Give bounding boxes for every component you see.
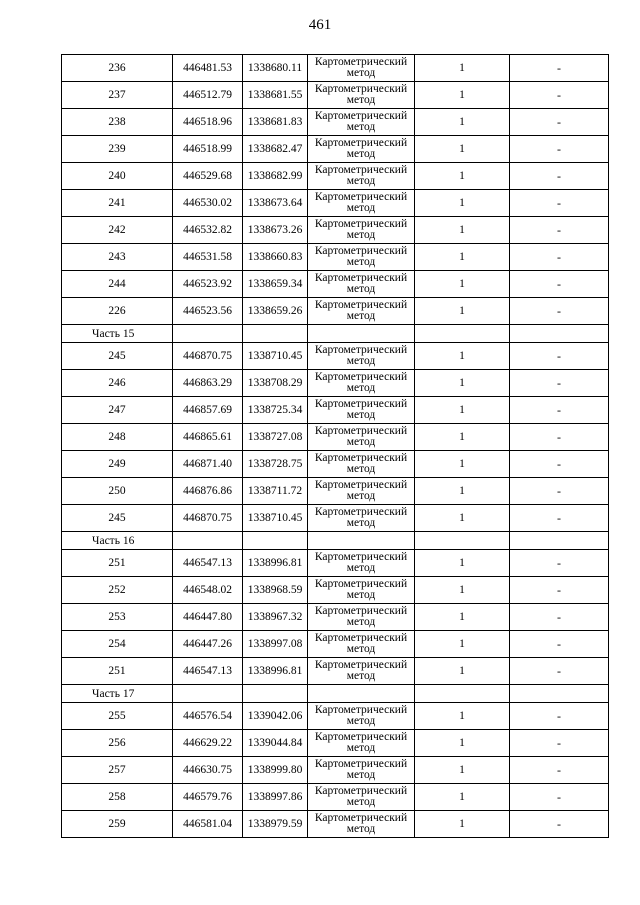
point-number: 257 xyxy=(62,757,173,784)
x-coordinate: 446576.54 xyxy=(173,703,243,730)
empty-cell xyxy=(243,685,308,703)
method-cell xyxy=(308,604,415,631)
note-dash: - xyxy=(510,424,609,451)
x-coordinate: 446523.56 xyxy=(173,298,243,325)
y-coordinate: 1338673.64 xyxy=(243,190,308,217)
accuracy-value: 1 xyxy=(415,505,510,532)
y-coordinate: 1338680.11 xyxy=(243,55,308,82)
y-coordinate: 1338997.08 xyxy=(243,631,308,658)
note-dash: - xyxy=(510,55,609,82)
accuracy-value: 1 xyxy=(415,244,510,271)
table-row xyxy=(62,109,609,136)
x-coordinate: 446629.22 xyxy=(173,730,243,757)
point-number: 251 xyxy=(62,658,173,685)
table-row xyxy=(62,811,609,838)
method-cell xyxy=(308,424,415,451)
y-coordinate: 1339042.06 xyxy=(243,703,308,730)
note-dash: - xyxy=(510,658,609,685)
accuracy-value: 1 xyxy=(415,136,510,163)
coordinates-table xyxy=(61,54,609,838)
method-cell xyxy=(308,784,415,811)
accuracy-value: 1 xyxy=(415,82,510,109)
y-coordinate: 1338968.59 xyxy=(243,577,308,604)
point-number: 246 xyxy=(62,370,173,397)
note-dash: - xyxy=(510,478,609,505)
point-number: 248 xyxy=(62,424,173,451)
method-line-2: метод xyxy=(346,517,376,529)
method-line-1: Картометрический xyxy=(314,632,408,644)
empty-cell xyxy=(308,325,415,343)
method-line-1: Картометрический xyxy=(314,218,408,230)
method-cell xyxy=(308,271,415,298)
point-number: 238 xyxy=(62,109,173,136)
method-line-1: Картометрический xyxy=(314,758,408,770)
method-line-1: Картометрический xyxy=(314,479,408,491)
point-number: 258 xyxy=(62,784,173,811)
method-line-2: метод xyxy=(346,409,376,421)
method-cell xyxy=(308,811,415,838)
method-cell xyxy=(308,478,415,505)
x-coordinate: 446518.99 xyxy=(173,136,243,163)
method-line-1: Картометрический xyxy=(314,659,408,671)
method-line-1: Картометрический xyxy=(314,56,408,68)
empty-cell xyxy=(510,532,609,550)
method-line-1: Картометрический xyxy=(314,704,408,716)
table-row xyxy=(62,244,609,271)
table-row xyxy=(62,658,609,685)
method-cell xyxy=(308,82,415,109)
note-dash: - xyxy=(510,784,609,811)
table-row xyxy=(62,604,609,631)
note-dash: - xyxy=(510,451,609,478)
method-line-1: Картометрический xyxy=(314,191,408,203)
table-row xyxy=(62,55,609,82)
y-coordinate: 1338996.81 xyxy=(243,550,308,577)
method-cell xyxy=(308,397,415,424)
part-label: Часть 16 xyxy=(62,532,173,550)
y-coordinate: 1338682.47 xyxy=(243,136,308,163)
table-row xyxy=(62,505,609,532)
table-row xyxy=(62,550,609,577)
accuracy-value: 1 xyxy=(415,163,510,190)
method-line-2: метод xyxy=(346,94,376,106)
y-coordinate: 1338727.08 xyxy=(243,424,308,451)
point-number: 239 xyxy=(62,136,173,163)
accuracy-value: 1 xyxy=(415,55,510,82)
accuracy-value: 1 xyxy=(415,550,510,577)
method-cell xyxy=(308,55,415,82)
method-line-1: Картометрический xyxy=(314,398,408,410)
table-row xyxy=(62,271,609,298)
table-row xyxy=(62,370,609,397)
y-coordinate: 1338659.26 xyxy=(243,298,308,325)
accuracy-value: 1 xyxy=(415,811,510,838)
accuracy-value: 1 xyxy=(415,217,510,244)
y-coordinate: 1338711.72 xyxy=(243,478,308,505)
y-coordinate: 1339044.84 xyxy=(243,730,308,757)
method-cell xyxy=(308,136,415,163)
y-coordinate: 1338996.81 xyxy=(243,658,308,685)
note-dash: - xyxy=(510,298,609,325)
note-dash: - xyxy=(510,244,609,271)
point-number: 256 xyxy=(62,730,173,757)
method-line-2: метод xyxy=(346,670,376,682)
table-body xyxy=(62,55,609,838)
method-cell xyxy=(308,631,415,658)
x-coordinate: 446547.13 xyxy=(173,550,243,577)
part-header-row xyxy=(62,325,609,343)
x-coordinate: 446523.92 xyxy=(173,271,243,298)
part-label: Часть 15 xyxy=(62,325,173,343)
accuracy-value: 1 xyxy=(415,730,510,757)
method-cell xyxy=(308,550,415,577)
method-cell xyxy=(308,658,415,685)
y-coordinate: 1338710.45 xyxy=(243,505,308,532)
table-row xyxy=(62,82,609,109)
point-number: 240 xyxy=(62,163,173,190)
y-coordinate: 1338997.86 xyxy=(243,784,308,811)
x-coordinate: 446857.69 xyxy=(173,397,243,424)
accuracy-value: 1 xyxy=(415,298,510,325)
note-dash: - xyxy=(510,217,609,244)
accuracy-value: 1 xyxy=(415,577,510,604)
point-number: 259 xyxy=(62,811,173,838)
method-line-2: метод xyxy=(346,436,376,448)
x-coordinate: 446871.40 xyxy=(173,451,243,478)
method-line-2: метод xyxy=(346,796,376,808)
table-row xyxy=(62,577,609,604)
empty-cell xyxy=(243,325,308,343)
accuracy-value: 1 xyxy=(415,370,510,397)
accuracy-value: 1 xyxy=(415,757,510,784)
empty-cell xyxy=(415,685,510,703)
method-line-1: Картометрический xyxy=(314,731,408,743)
table-row xyxy=(62,190,609,217)
method-line-1: Картометрический xyxy=(314,551,408,563)
note-dash: - xyxy=(510,550,609,577)
method-line-2: метод xyxy=(346,490,376,502)
y-coordinate: 1338725.34 xyxy=(243,397,308,424)
method-line-1: Картометрический xyxy=(314,578,408,590)
note-dash: - xyxy=(510,190,609,217)
note-dash: - xyxy=(510,163,609,190)
method-line-2: метод xyxy=(346,823,376,835)
part-label: Часть 17 xyxy=(62,685,173,703)
x-coordinate: 446865.61 xyxy=(173,424,243,451)
method-line-2: метод xyxy=(346,283,376,295)
note-dash: - xyxy=(510,82,609,109)
method-line-1: Картометрический xyxy=(314,812,408,824)
table-row xyxy=(62,451,609,478)
note-dash: - xyxy=(510,703,609,730)
y-coordinate: 1338673.26 xyxy=(243,217,308,244)
method-cell xyxy=(308,370,415,397)
method-line-1: Картометрический xyxy=(314,137,408,149)
table-row xyxy=(62,424,609,451)
method-line-2: метод xyxy=(346,175,376,187)
x-coordinate: 446447.80 xyxy=(173,604,243,631)
method-line-2: метод xyxy=(346,643,376,655)
method-line-2: метод xyxy=(346,562,376,574)
note-dash: - xyxy=(510,397,609,424)
method-line-2: метод xyxy=(346,121,376,133)
method-line-1: Картометрический xyxy=(314,452,408,464)
empty-cell xyxy=(173,325,243,343)
method-line-1: Картометрический xyxy=(314,272,408,284)
point-number: 226 xyxy=(62,298,173,325)
note-dash: - xyxy=(510,343,609,370)
accuracy-value: 1 xyxy=(415,424,510,451)
method-line-2: метод xyxy=(346,382,376,394)
table-row xyxy=(62,298,609,325)
x-coordinate: 446447.26 xyxy=(173,631,243,658)
x-coordinate: 446512.79 xyxy=(173,82,243,109)
method-line-2: метод xyxy=(346,742,376,754)
note-dash: - xyxy=(510,109,609,136)
accuracy-value: 1 xyxy=(415,397,510,424)
table-row xyxy=(62,136,609,163)
method-line-2: метод xyxy=(346,148,376,160)
method-cell xyxy=(308,730,415,757)
method-line-1: Картометрический xyxy=(314,245,408,257)
point-number: 249 xyxy=(62,451,173,478)
accuracy-value: 1 xyxy=(415,478,510,505)
empty-cell xyxy=(510,325,609,343)
method-line-1: Картометрический xyxy=(314,785,408,797)
point-number: 236 xyxy=(62,55,173,82)
accuracy-value: 1 xyxy=(415,658,510,685)
empty-cell xyxy=(308,685,415,703)
method-line-1: Картометрический xyxy=(314,164,408,176)
y-coordinate: 1338660.83 xyxy=(243,244,308,271)
method-line-1: Картометрический xyxy=(314,506,408,518)
x-coordinate: 446630.75 xyxy=(173,757,243,784)
table-row xyxy=(62,217,609,244)
method-line-1: Картометрический xyxy=(314,371,408,383)
method-line-1: Картометрический xyxy=(314,83,408,95)
accuracy-value: 1 xyxy=(415,343,510,370)
y-coordinate: 1338682.99 xyxy=(243,163,308,190)
x-coordinate: 446547.13 xyxy=(173,658,243,685)
method-cell xyxy=(308,109,415,136)
method-line-2: метод xyxy=(346,769,376,781)
note-dash: - xyxy=(510,631,609,658)
point-number: 247 xyxy=(62,397,173,424)
accuracy-value: 1 xyxy=(415,703,510,730)
note-dash: - xyxy=(510,604,609,631)
method-line-2: метод xyxy=(346,715,376,727)
x-coordinate: 446548.02 xyxy=(173,577,243,604)
point-number: 251 xyxy=(62,550,173,577)
empty-cell xyxy=(173,685,243,703)
x-coordinate: 446532.82 xyxy=(173,217,243,244)
method-cell xyxy=(308,244,415,271)
point-number: 253 xyxy=(62,604,173,631)
point-number: 245 xyxy=(62,343,173,370)
method-cell xyxy=(308,190,415,217)
method-cell xyxy=(308,298,415,325)
table-row xyxy=(62,343,609,370)
x-coordinate: 446531.58 xyxy=(173,244,243,271)
method-line-2: метод xyxy=(346,310,376,322)
method-line-1: Картометрический xyxy=(314,425,408,437)
method-cell xyxy=(308,505,415,532)
y-coordinate: 1338999.80 xyxy=(243,757,308,784)
method-cell xyxy=(308,703,415,730)
method-line-2: метод xyxy=(346,589,376,601)
part-header-row xyxy=(62,532,609,550)
note-dash: - xyxy=(510,811,609,838)
method-line-2: метод xyxy=(346,67,376,79)
method-line-2: метод xyxy=(346,355,376,367)
table-row xyxy=(62,397,609,424)
x-coordinate: 446581.04 xyxy=(173,811,243,838)
accuracy-value: 1 xyxy=(415,604,510,631)
method-line-2: метод xyxy=(346,463,376,475)
table-row xyxy=(62,703,609,730)
table-row xyxy=(62,757,609,784)
method-cell xyxy=(308,217,415,244)
accuracy-value: 1 xyxy=(415,631,510,658)
method-cell xyxy=(308,343,415,370)
empty-cell xyxy=(415,532,510,550)
y-coordinate: 1338659.34 xyxy=(243,271,308,298)
x-coordinate: 446863.29 xyxy=(173,370,243,397)
note-dash: - xyxy=(510,577,609,604)
table-row xyxy=(62,730,609,757)
x-coordinate: 446870.75 xyxy=(173,343,243,370)
note-dash: - xyxy=(510,271,609,298)
table-row xyxy=(62,163,609,190)
method-line-1: Картометрический xyxy=(314,344,408,356)
note-dash: - xyxy=(510,136,609,163)
accuracy-value: 1 xyxy=(415,784,510,811)
x-coordinate: 446530.02 xyxy=(173,190,243,217)
note-dash: - xyxy=(510,370,609,397)
method-cell xyxy=(308,163,415,190)
method-line-2: метод xyxy=(346,202,376,214)
method-line-1: Картометрический xyxy=(314,299,408,311)
y-coordinate: 1338710.45 xyxy=(243,343,308,370)
y-coordinate: 1338967.32 xyxy=(243,604,308,631)
method-cell xyxy=(308,577,415,604)
empty-cell xyxy=(415,325,510,343)
point-number: 244 xyxy=(62,271,173,298)
accuracy-value: 1 xyxy=(415,451,510,478)
y-coordinate: 1338728.75 xyxy=(243,451,308,478)
point-number: 243 xyxy=(62,244,173,271)
accuracy-value: 1 xyxy=(415,109,510,136)
note-dash: - xyxy=(510,730,609,757)
x-coordinate: 446870.75 xyxy=(173,505,243,532)
point-number: 237 xyxy=(62,82,173,109)
y-coordinate: 1338681.55 xyxy=(243,82,308,109)
y-coordinate: 1338979.59 xyxy=(243,811,308,838)
method-line-2: метод xyxy=(346,616,376,628)
point-number: 252 xyxy=(62,577,173,604)
x-coordinate: 446481.53 xyxy=(173,55,243,82)
point-number: 245 xyxy=(62,505,173,532)
y-coordinate: 1338681.83 xyxy=(243,109,308,136)
point-number: 242 xyxy=(62,217,173,244)
method-cell xyxy=(308,757,415,784)
point-number: 255 xyxy=(62,703,173,730)
note-dash: - xyxy=(510,505,609,532)
method-line-1: Картометрический xyxy=(314,605,408,617)
method-line-1: Картометрический xyxy=(314,110,408,122)
x-coordinate: 446876.86 xyxy=(173,478,243,505)
point-number: 241 xyxy=(62,190,173,217)
table-row xyxy=(62,631,609,658)
empty-cell xyxy=(510,685,609,703)
x-coordinate: 446518.96 xyxy=(173,109,243,136)
method-line-2: метод xyxy=(346,256,376,268)
method-cell xyxy=(308,451,415,478)
accuracy-value: 1 xyxy=(415,271,510,298)
page-number: 461 xyxy=(308,17,332,33)
y-coordinate: 1338708.29 xyxy=(243,370,308,397)
method-line-2: метод xyxy=(346,229,376,241)
empty-cell xyxy=(173,532,243,550)
x-coordinate: 446579.76 xyxy=(173,784,243,811)
empty-cell xyxy=(308,532,415,550)
part-header-row xyxy=(62,685,609,703)
table-row xyxy=(62,478,609,505)
empty-cell xyxy=(243,532,308,550)
note-dash: - xyxy=(510,757,609,784)
x-coordinate: 446529.68 xyxy=(173,163,243,190)
table-row xyxy=(62,784,609,811)
point-number: 250 xyxy=(62,478,173,505)
accuracy-value: 1 xyxy=(415,190,510,217)
point-number: 254 xyxy=(62,631,173,658)
